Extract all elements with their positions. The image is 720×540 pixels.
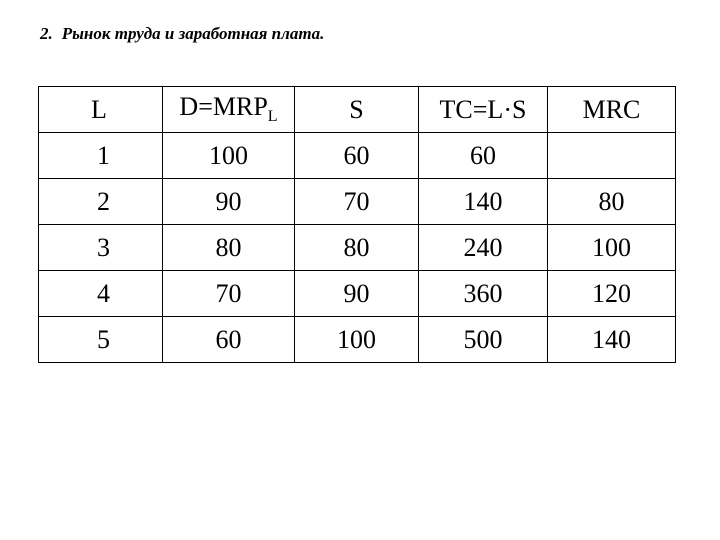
header-cell-supply (295, 87, 419, 133)
header-label: D=MRP (179, 92, 268, 121)
header-label: L (91, 94, 107, 124)
header-cell-demand (163, 87, 295, 133)
table-row (39, 179, 676, 225)
table-cell (548, 133, 676, 179)
table-row (39, 133, 676, 179)
table-cell: 80 (295, 225, 419, 271)
table-cell: 4 (39, 271, 163, 317)
header-label: S (349, 94, 364, 124)
table-row (39, 271, 676, 317)
table-cell: 2 (39, 179, 163, 225)
header-label: MRC (582, 94, 641, 124)
section-heading (40, 24, 324, 44)
table-cell: 60 (419, 133, 548, 179)
table-cell: 500 (419, 317, 548, 363)
section-number: 2. (40, 24, 53, 43)
table-row (39, 317, 676, 363)
table-cell: 60 (295, 133, 419, 179)
header-row (39, 87, 676, 133)
header-label: TC=L·S (439, 94, 527, 124)
header-cell-marginal-cost (548, 87, 676, 133)
table-cell: 100 (548, 225, 676, 271)
table-cell: 80 (548, 179, 676, 225)
header-cell-total-cost (419, 87, 548, 133)
table-cell: 80 (163, 225, 295, 271)
table-cell: 70 (295, 179, 419, 225)
table-cell: 100 (295, 317, 419, 363)
table-cell: 70 (163, 271, 295, 317)
table-cell: 120 (548, 271, 676, 317)
header-cell-labor (39, 87, 163, 133)
table-cell: 140 (548, 317, 676, 363)
table-cell: 90 (163, 179, 295, 225)
table-cell: 100 (163, 133, 295, 179)
table-cell: 1 (39, 133, 163, 179)
table-cell: 140 (419, 179, 548, 225)
header-subscript: L (267, 108, 278, 125)
labor-market-table (38, 86, 676, 363)
table-cell: 3 (39, 225, 163, 271)
table-cell: 60 (163, 317, 295, 363)
table-cell: 360 (419, 271, 548, 317)
table-row (39, 225, 676, 271)
section-title: Рынок труда и заработная плата. (61, 24, 325, 43)
table-cell: 240 (419, 225, 548, 271)
table-cell: 5 (39, 317, 163, 363)
table-cell: 90 (295, 271, 419, 317)
